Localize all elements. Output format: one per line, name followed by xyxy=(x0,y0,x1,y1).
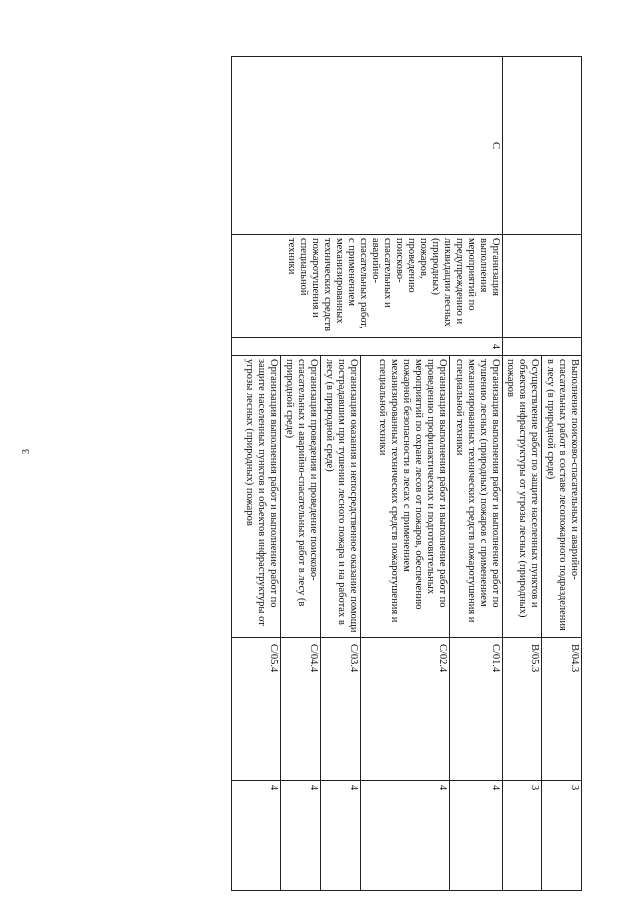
code-cell: C/05.4 xyxy=(232,638,281,781)
empty-cell xyxy=(503,57,582,235)
level-cell: 4 xyxy=(450,781,503,891)
page-number: 3 xyxy=(21,449,32,454)
function-cell: Осуществление работ по защите населенных пунктов и объектов инфраструктуры от угрозы лесных (природных) пожаров xyxy=(503,356,542,638)
level-cell: 4 xyxy=(281,781,321,891)
function-cell: Организация проведения и проведение поисково-спасательных и аварийно-спасательных работ в лесу (в природной среде) xyxy=(281,356,321,638)
function-cell: Выполнение поисково-спасательных и аварийно-спасательных работ в составе лесопожарного подразделения в лесу (в природной среде) xyxy=(542,356,582,638)
group-code-cell: C xyxy=(232,57,503,235)
level-cell: 4 xyxy=(321,781,361,891)
code-cell: C/01.4 xyxy=(450,638,503,781)
code-cell: C/03.4 xyxy=(321,638,361,781)
code-cell: C/02.4 xyxy=(361,638,450,781)
empty-cell xyxy=(503,338,582,356)
function-cell: Организация выполнения работ и выполнение работ по тушению лесных (природных) пожаров с применением механизированных технических средств пожаротушения и специальной техники xyxy=(450,356,503,638)
group-level-cell: 4 xyxy=(232,338,503,356)
code-cell: C/04.4 xyxy=(281,638,321,781)
functions-table xyxy=(231,56,582,891)
code-cell: B/05.3 xyxy=(503,638,542,781)
level-cell: 4 xyxy=(361,781,450,891)
level-cell: 4 xyxy=(232,781,281,891)
group-name-cell: Организация выполнения мероприятий по предупреждению и ликвидации лесных (природных) пожаров, проведению поисково-спасательных и аварийно-спасательных работ, с применением механизированных технических средств пожаротушения и специальной техники xyxy=(232,235,503,338)
function-cell: Организация выполнения работ и выполнение работ по проведению профилактических и подготовительных мероприятий по охране лесов от пожаров, обеспечению пожарной безопасности в лесах с применением механизированных технических средств пожаротушения и специальной техники xyxy=(361,356,450,638)
level-cell: 3 xyxy=(503,781,542,891)
table-row xyxy=(542,57,582,891)
empty-cell xyxy=(503,235,582,338)
code-cell: B/04.3 xyxy=(542,638,582,781)
level-cell: 3 xyxy=(542,781,582,891)
function-cell: Организация выполнения работ и выполнение работ по защите населенных пунктов и объектов инфраструктуры от угрозы лесных (природных) пожаров xyxy=(232,356,281,638)
function-cell: Организация оказания и непосредственное оказание помощи пострадавшим при тушении лесного пожара и на работах в лесу (в природной среде) xyxy=(321,356,361,638)
table-row xyxy=(450,57,503,891)
rotated-table-container xyxy=(118,56,582,890)
